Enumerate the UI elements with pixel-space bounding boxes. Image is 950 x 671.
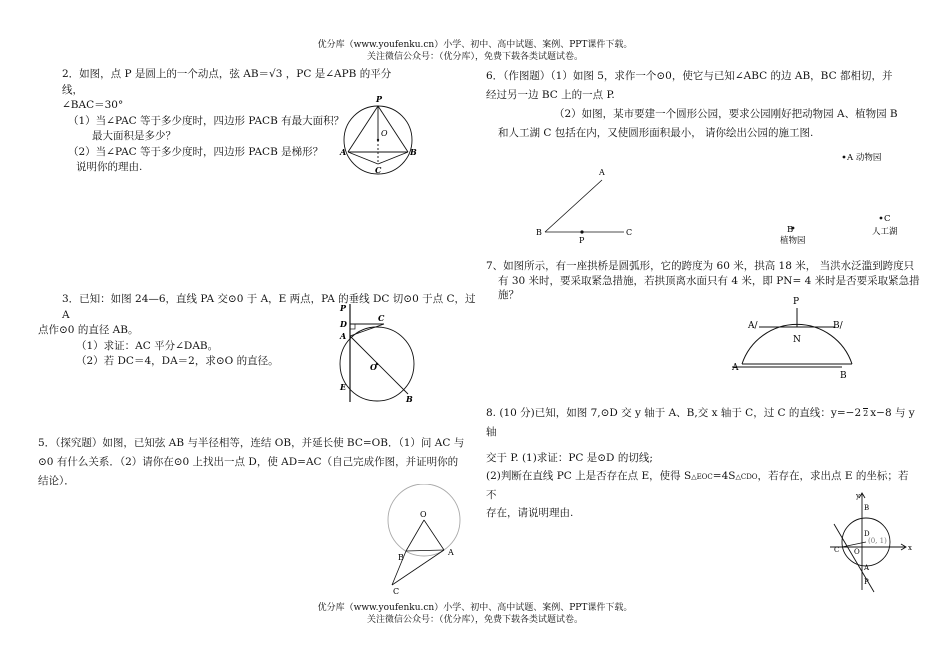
q8-line-1	[486, 404, 916, 441]
q8-coordinate-figure	[826, 490, 922, 594]
q8-sqrt: 2	[863, 409, 869, 418]
q7-label-a: A	[732, 363, 739, 373]
q3-label-e: E	[340, 382, 347, 392]
q5-label-a: A	[448, 548, 454, 557]
q2-label-a: A	[340, 147, 347, 157]
q8-label-coord: (0, 1)	[868, 537, 887, 545]
q8-label-p: P	[864, 578, 869, 586]
q6-label-p: P	[579, 236, 585, 245]
footer-line-1: 优分库（www.youfenku.cn）小学、初中、高中试题、案例、PPT课件下载。	[317, 603, 633, 613]
question-5	[38, 434, 468, 491]
q3-label-c: C	[378, 313, 385, 323]
q7-label-a1: A/	[748, 321, 758, 331]
q3-label-b: B	[406, 394, 413, 404]
q6-botanic-letter: B	[787, 225, 794, 235]
header	[0, 39, 950, 63]
q2-line-6: 说明你的理由.	[76, 161, 143, 173]
q7-label-n: N	[793, 335, 801, 345]
q8-line-3b: =4S	[712, 470, 736, 482]
q8-line-3a: (2)判断在直线 PC 上是否存在点 E，使得 S	[486, 470, 692, 482]
q2-line-4: 最大面积是多少？	[92, 130, 176, 142]
q6-zoo-label: A 动物园	[847, 153, 882, 163]
q7-label-p: P	[793, 297, 800, 307]
header-line-1: 优分库（www.youfenku.cn）小学、初中、高中试题、案例、PPT课件下载。	[317, 40, 633, 50]
q8-line-1b: x−8 与 y 轴	[486, 407, 915, 438]
q8-sub-cdo: △CDO	[735, 473, 758, 481]
q7-line-1: 7、如图所示，有一座拱桥是圆弧形，它的跨度为 60 米，拱高 18 米， 当洪水泛滥到跨度只	[486, 260, 915, 272]
q8-label-b: B	[864, 504, 870, 512]
q8-label-a: A	[864, 564, 870, 572]
q6-label-a: A	[599, 168, 605, 177]
question-7	[486, 259, 926, 303]
q5-line-1: 5．（探究题）如图，已知弦 AB 与半径相等，连结 OB，并延长使 BC=OB．（1）问 AC 与	[38, 437, 465, 449]
q5-circle-figure	[382, 484, 468, 596]
q6-line-2: 经过另一边 BC 上的一点 P.	[486, 89, 615, 101]
q8-line-1a: 8. (10 分)已知，如图 7,⊙D 交 y 轴于 A、B,交 x 轴于 C，过 C 的直线：y=−2	[486, 407, 862, 419]
q8-label-d: D	[864, 530, 870, 538]
q3-label-p: P	[340, 303, 347, 313]
q5-line-2: ⊙0 有什么关系．（2）请你在⊙0 上找出一点 D，使 AD=AC（自己完成作图，并证明你的	[38, 456, 459, 468]
q3-line-2: 点作⊙0 的直径 AB。	[38, 324, 139, 336]
q6-label-c: C	[626, 228, 633, 237]
q6-line-1: 6．（作图题）（1）如图 5，求作一个⊙0，使它与已知∠ABC 的边 AB，BC 都相切，并	[486, 70, 893, 82]
q3-line-4: （2）若 DC＝4，DA＝2，求⊙O 的直径。	[76, 355, 279, 367]
q6-ray-ba	[545, 180, 602, 232]
q6-line-3: （2）如图，某市要建一个圆形公园，要求公园刚好把动物园 A、植物园 B	[554, 108, 898, 120]
q2-label-o: O	[381, 129, 388, 138]
q2-line-1: 2．如图，点 P 是圆上的一个动点，弦 AB＝√3 ，PC 是∠APB 的平分线，	[62, 68, 392, 96]
q8-label-c: C	[834, 546, 840, 554]
q3-label-a: A	[340, 331, 347, 341]
q2-circle-figure	[338, 92, 420, 176]
q6-park-map	[760, 148, 920, 248]
q8-label-y: y	[856, 492, 860, 500]
q7-bridge-figure	[728, 294, 858, 384]
q7-line-2: 有 30 米时，要采取紧急措施，若拱顶离水面只有 4 米，即 PN= 4 米时是否要采取紧急措施？	[498, 274, 920, 301]
q3-tangent-figure	[332, 302, 422, 404]
q6-angle-figure	[528, 162, 638, 246]
question-6	[486, 67, 916, 143]
q8-label-x: x	[908, 544, 912, 552]
q2-line-3: （1）当∠PAC 等于多少度时，四边形 PACB 有最大面积？	[68, 114, 345, 127]
q8-sub-eoc: △EOC	[691, 473, 713, 481]
q3-line-1: 3．已知：如图 24—6，直线 PA 交⊙0 于 A，E 两点，PA 的垂线 DC 切⊙0 于点 C，过 A	[62, 293, 476, 321]
q2-line-5: （2）当∠PAC 等于多少度时，四边形 PACB 是梯形？	[68, 145, 324, 158]
q8-line-2: 交于 P. (1)求证：PC 是⊙D 的切线;	[486, 452, 653, 464]
footer-line-2: 关注微信公众号：（优分库），免费下载各类试题试卷。	[366, 615, 583, 625]
q6-lake-label: 人工湖	[872, 227, 898, 237]
q5-line-3: 结论）．	[38, 475, 75, 487]
q2-label-c: C	[375, 165, 382, 175]
q8-label-o: O	[854, 548, 860, 556]
header-line-2: 关注微信公众号：（优分库），免费下载各类试题试卷。	[366, 52, 583, 62]
q6-line-4: 和人工湖 C 包括在内，又使圆形面积最小， 请你绘出公园的施工图.	[498, 127, 814, 139]
q6-botanic-label: 植物园	[780, 236, 806, 246]
q5-label-c: C	[393, 587, 400, 596]
q5-label-b: B	[398, 553, 404, 562]
q6-label-b: B	[536, 228, 542, 237]
footer	[0, 602, 950, 626]
q2-line-2: ∠BAC＝30°	[62, 99, 124, 111]
q7-label-b1: B/	[833, 321, 843, 331]
q2-label-p: P	[376, 94, 383, 104]
q5-label-o: O	[420, 510, 427, 519]
q3-line-3: （1）求证：AC 平分∠DAB。	[76, 339, 219, 352]
q3-label-d: D	[340, 319, 347, 329]
q2-label-b: B	[410, 147, 417, 157]
q7-label-b: B	[840, 371, 847, 381]
q6-lake-letter: C	[884, 214, 891, 224]
q8-line-3c: ，若存在，求出点 E 的坐标；若不	[486, 470, 909, 501]
q8-line-4: 存在，请说明理由.	[486, 507, 574, 519]
q3-label-o: O	[370, 362, 377, 372]
